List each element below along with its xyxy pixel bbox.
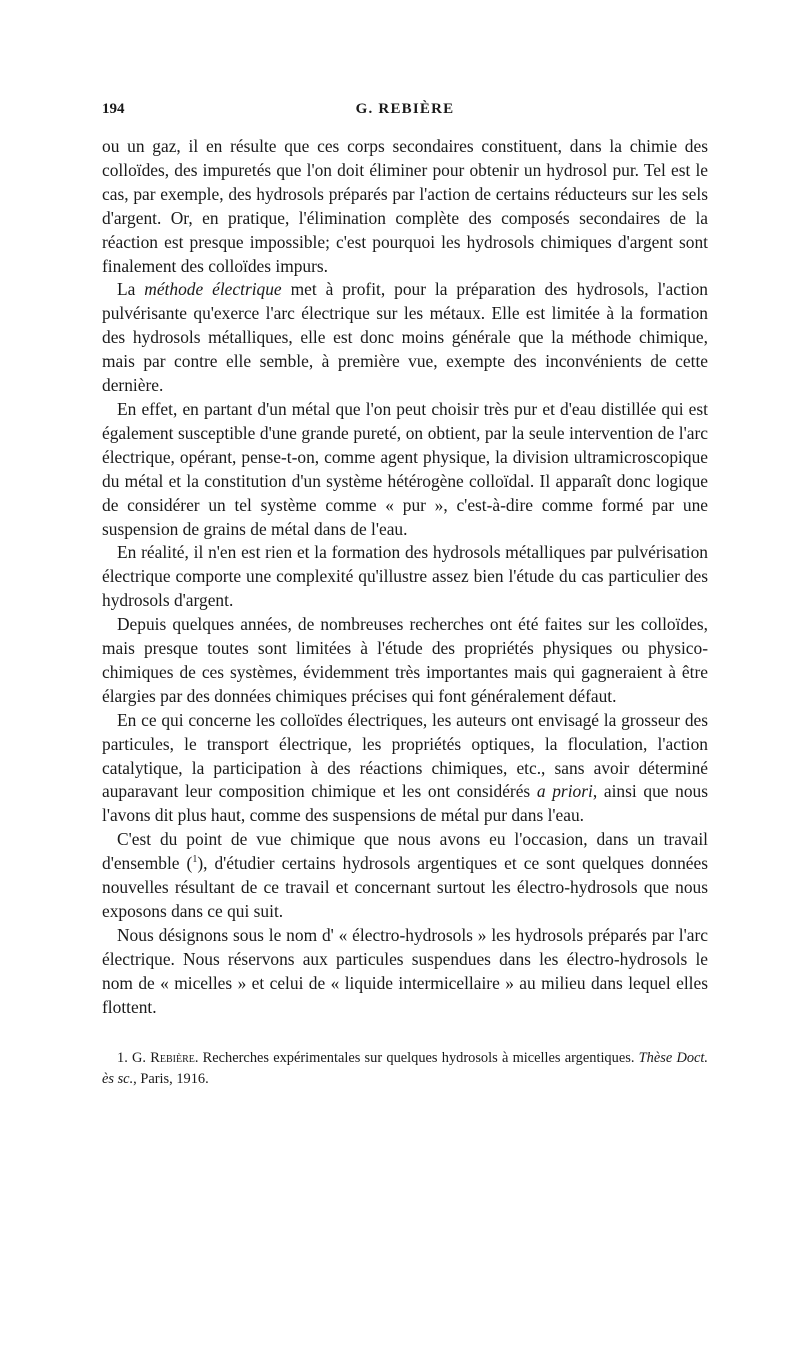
footnote-author: G. Rebière. bbox=[132, 1049, 199, 1066]
paragraph-6-rest: , ainsi que nous l'avons dit plus haut, comme des suspensions de métal pur dans l'eau. bbox=[102, 781, 709, 826]
paragraph-8: Nous désignons sous le nom d' « électro-hydrosols » les hydrosols préparés par l'arc électrique. Nous réservons aux particules suspendues dans les électro-hydrosols le nom de « micelles » et celui de « liquide intermicellaire » au milieu dans lequel elles flottent. bbox=[102, 924, 708, 1017]
body-text bbox=[102, 135, 708, 1020]
paragraph-5: Depuis quelques années, de nombreuses recherches ont été faites sur les colloïdes, mais presque toutes sont limitées à l'étude des propriétés physiques ou physico-chimiques de ces systèmes, évidemment très importantes mais qui gagneraient à être élargies par des données chimiques précises qui font généralement défaut. bbox=[102, 614, 708, 706]
paragraph-2-lead: La bbox=[117, 279, 145, 300]
paragraph-6-lead: En ce qui concerne les colloïdes électriques, les auteurs ont envisagé la grosseur des particules, le transport électrique, les propriétés optiques, la floculation, l'action catalytique, la participation à des réactions chimiques, etc., sans avoir déterminé auparavant leur composition chimique et les ont considérés bbox=[102, 709, 708, 802]
paragraph-2 bbox=[102, 278, 708, 398]
paragraph-7 bbox=[102, 828, 708, 924]
footnote-text: Recherches expérimentales sur quelques hydrosols à micelles argentiques. bbox=[198, 1049, 639, 1066]
paragraph-6-italic: a priori bbox=[536, 781, 593, 802]
paragraph-1: ou un gaz, il en résulte que ces corps secondaires constituent, dans la chimie des colloïdes, des impuretés que l'on doit éliminer pour obtenir un hydrosol pur. Tel est le cas, par exemple, des hydrosols préparés par l'action de certains réducteurs sur les sels d'argent. Or, en pratique, l'élimination complète des composés secondaires de la réaction est presque impossible; c'est pourquoi les hydrosols chimiques d'argent sont finalement des colloïdes impurs. bbox=[102, 136, 708, 276]
paragraph-3: En effet, en partant d'un métal que l'on peut choisir très pur et d'eau distillée qui est également susceptible d'une grande pureté, on obtient, par la seule intervention de l'arc électrique, opérant, pense-t-on, comme agent physique, la division ultramicroscopique du métal et la constitution d'un système hétérogène colloïdal. Il apparaît donc logique de considérer un tel système comme « pur », c'est-à-dire comme formé par une suspension de grains de métal dans de l'eau. bbox=[102, 398, 708, 539]
paragraph-6 bbox=[102, 709, 708, 829]
footnote bbox=[102, 1048, 708, 1090]
footnote-reference: 1 bbox=[192, 854, 198, 866]
footnote-number: 1. bbox=[117, 1049, 133, 1066]
paragraph-7-lead: C'est du point de vue chimique que nous avons eu l'occasion, dans un travail d'ensemble ( bbox=[102, 829, 708, 874]
paragraph-2-rest: met à profit, pour la préparation des hydrosols, l'action pulvérisante qu'exerce l'arc électrique sur les métaux. Elle est limitée à la formation des hydrosols métalliques, elle est donc moins générale que la méthode chimique, mais par contre elle semble, à première vue, exempte des inconvénients de cette dernière. bbox=[102, 279, 708, 396]
paragraph-4: En réalité, il n'en est rien et la formation des hydrosols métalliques par pulvérisation électrique comporte une complexité qu'illustre assez bien l'étude du cas particulier des hydrosols d'argent. bbox=[102, 542, 708, 611]
running-title: G. REBIÈRE bbox=[355, 101, 455, 117]
footnote-italic: Thèse Doct. ès sc. bbox=[102, 1049, 709, 1087]
paragraph-2-italic: méthode électrique bbox=[144, 279, 282, 300]
page-number: 194 bbox=[102, 101, 125, 117]
page bbox=[102, 101, 708, 1090]
footnote-tail: , Paris, 1916. bbox=[133, 1070, 209, 1087]
running-head bbox=[102, 101, 708, 123]
paragraph-7-rest: ), d'étudier certains hydrosols argentiques et ce sont quelques données nouvelles résultant de ce travail et concernant surtout les électro-hydrosols que nous exposons dans ce qui suit. bbox=[102, 853, 708, 921]
